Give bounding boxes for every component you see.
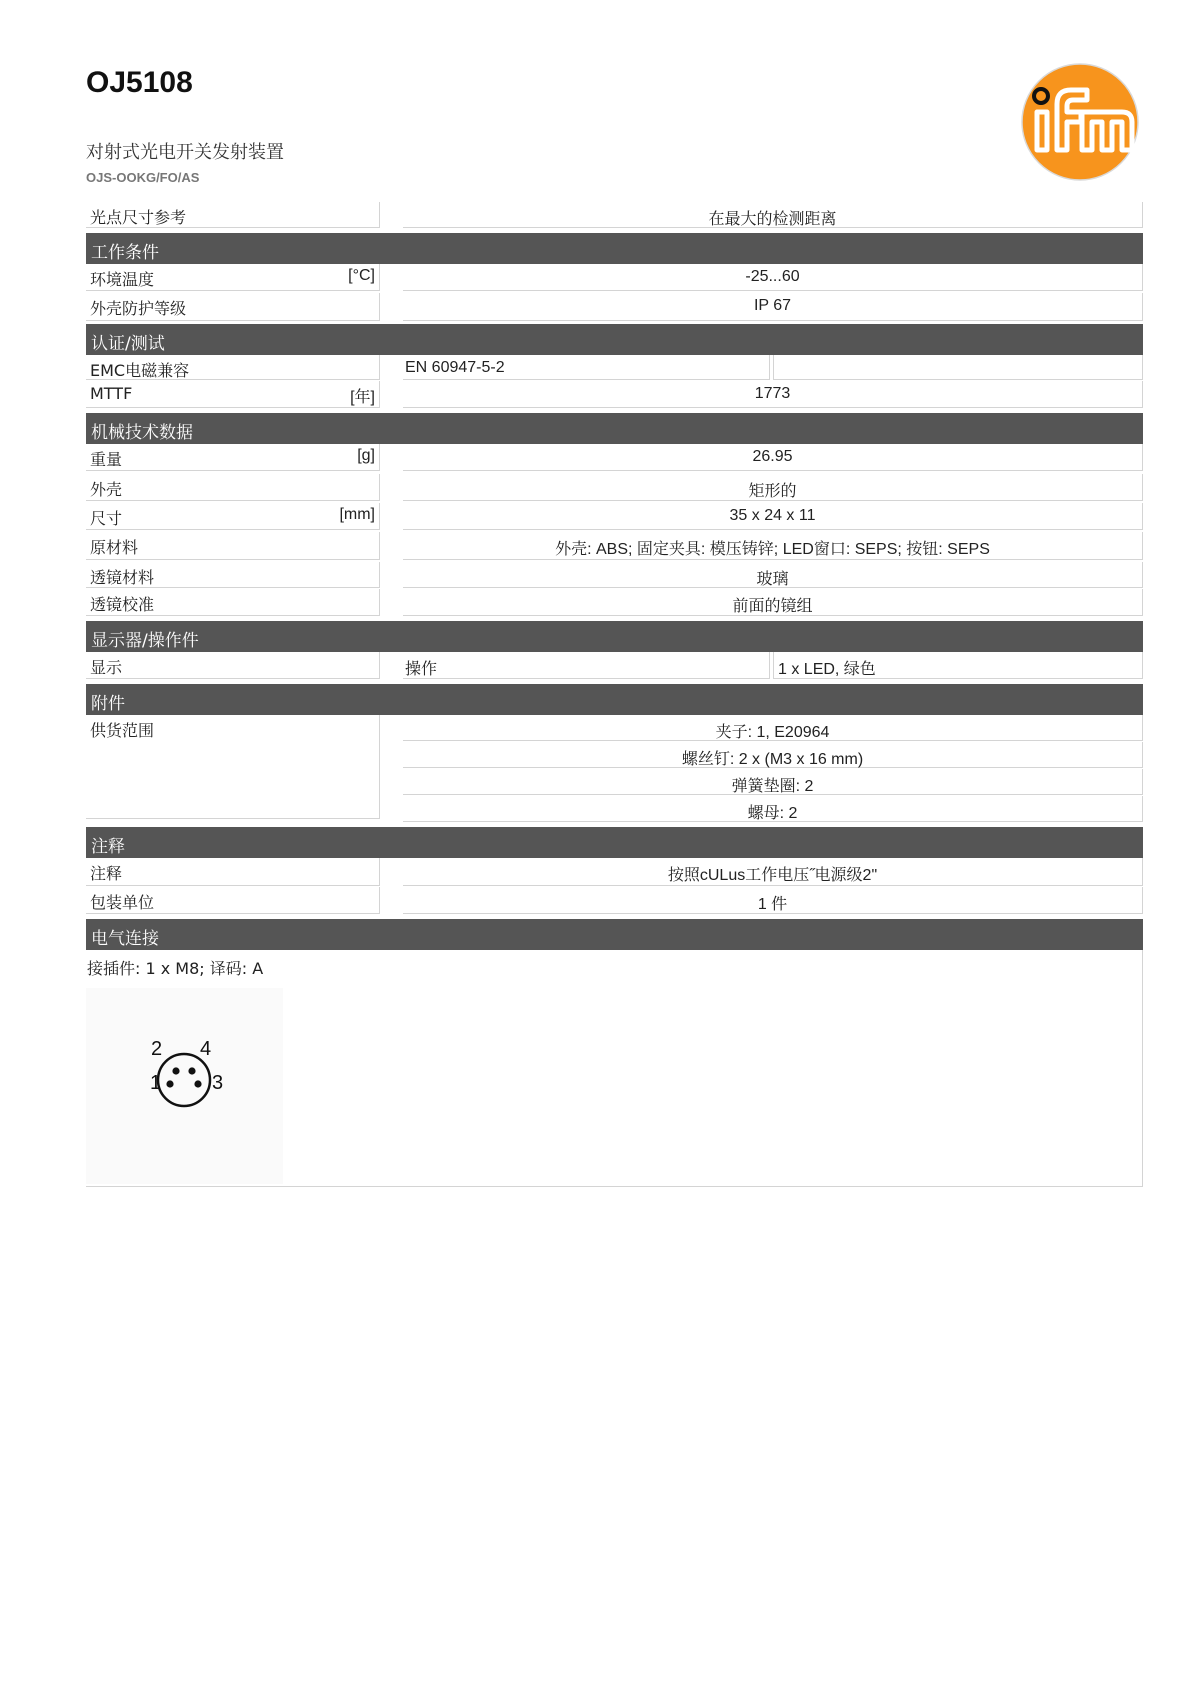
display-row bbox=[86, 652, 1143, 679]
scope-item-washers: 弹簧垫圈: 2 bbox=[731, 778, 814, 795]
pin-label-2: 2 bbox=[151, 1038, 163, 1060]
section-electrical: 电气连接 bbox=[86, 919, 1143, 950]
dimensions-unit: [mm] bbox=[339, 506, 375, 523]
scope-item-clip: 夹子: 1, E20964 bbox=[715, 724, 830, 741]
mttf-label: MTTF bbox=[90, 384, 133, 403]
scope-item-nuts: 螺母: 2 bbox=[747, 805, 798, 822]
mttf-unit: [年] bbox=[350, 389, 375, 406]
scope-item bbox=[86, 715, 1143, 741]
emc-row bbox=[86, 355, 1143, 380]
lens-adjust-value: 前面的镜组 bbox=[732, 598, 813, 615]
scope-item bbox=[86, 742, 1143, 768]
scope-item bbox=[86, 796, 1143, 822]
weight-label: 重量 bbox=[90, 450, 123, 469]
section-remarks: 注释 bbox=[86, 827, 1143, 858]
section-mechanical: 机械技术数据 bbox=[86, 413, 1143, 444]
display-value: 1 x LED, 绿色 bbox=[778, 661, 876, 678]
section-working-conditions: 工作条件 bbox=[86, 233, 1143, 264]
lens-adjust-row bbox=[86, 589, 1143, 616]
scope-label: 供货范围 bbox=[90, 721, 155, 740]
materials-row bbox=[86, 532, 1143, 560]
pin-label-3: 3 bbox=[212, 1072, 224, 1094]
emc-value: EN 60947-5-2 bbox=[405, 359, 505, 376]
remark-value: 按照cULus工作电压˝电源级2" bbox=[667, 867, 878, 884]
dimensions-label: 尺寸 bbox=[90, 509, 123, 528]
pin-label-4: 4 bbox=[200, 1038, 212, 1060]
section-display: 显示器/操作件 bbox=[86, 621, 1143, 652]
lens-material-row bbox=[86, 562, 1143, 588]
remark-label: 注释 bbox=[90, 864, 123, 883]
connector-diagram bbox=[86, 988, 283, 1184]
spot-size-row bbox=[86, 202, 1143, 228]
housing-value: 矩形的 bbox=[748, 483, 797, 500]
scope-item-screws: 螺丝钉: 2 x (M3 x 16 mm) bbox=[681, 751, 864, 768]
ambient-temp-unit: [°C] bbox=[348, 267, 375, 284]
lens-material-value: 玻璃 bbox=[756, 571, 789, 588]
weight-row bbox=[86, 444, 1143, 471]
ambient-temp-label: 环境温度 bbox=[90, 270, 155, 289]
pin-label-1: 1 bbox=[150, 1072, 162, 1094]
packaging-row bbox=[86, 887, 1143, 914]
dimensions-row bbox=[86, 503, 1143, 530]
section-approvals: 认证/测试 bbox=[86, 324, 1143, 355]
protection-value: IP 67 bbox=[753, 297, 792, 314]
housing-label: 外壳 bbox=[90, 480, 123, 499]
m8-pinout-icon bbox=[86, 988, 283, 1184]
product-title: OJ5108 bbox=[86, 66, 193, 99]
spot-size-label: 光点尺寸参考 bbox=[90, 208, 187, 227]
spot-size-value: 在最大的检测距离 bbox=[708, 211, 837, 228]
connection-box bbox=[86, 950, 1143, 1187]
connector-text: 接插件: 1 x M8; 译码: A bbox=[87, 959, 264, 978]
protection-row bbox=[86, 293, 1143, 321]
dimensions-value: 35 x 24 x 11 bbox=[729, 507, 816, 524]
display-label: 显示 bbox=[90, 658, 123, 677]
weight-unit: [g] bbox=[357, 447, 375, 464]
materials-label: 原材料 bbox=[90, 538, 139, 557]
section-accessories: 附件 bbox=[86, 684, 1143, 715]
protection-label: 外壳防护等级 bbox=[90, 299, 187, 318]
product-code: OJS-OOKG/FO/AS bbox=[86, 170, 200, 185]
lens-adjust-label: 透镜校准 bbox=[90, 595, 155, 614]
scope-item bbox=[86, 769, 1143, 795]
packaging-value: 1 件 bbox=[757, 896, 788, 913]
ifm-logo bbox=[1020, 62, 1140, 182]
mttf-value: 1773 bbox=[754, 385, 791, 402]
product-subtitle: 对射式光电开关发射装置 bbox=[86, 142, 284, 163]
materials-value: 外壳: ABS; 固定夹具: 模压铸锌; LED窗口: SEPS; 按钮: SEPS bbox=[555, 541, 990, 558]
weight-value: 26.95 bbox=[752, 448, 793, 465]
remark-row bbox=[86, 858, 1143, 886]
ambient-temp-row bbox=[86, 264, 1143, 291]
housing-row bbox=[86, 474, 1143, 501]
mttf-row bbox=[86, 381, 1143, 408]
emc-label: EMC电磁兼容 bbox=[90, 361, 190, 380]
ambient-temp-value: -25...60 bbox=[745, 268, 800, 285]
packaging-label: 包装单位 bbox=[90, 893, 155, 912]
display-sublabel: 操作 bbox=[405, 661, 438, 678]
lens-material-label: 透镜材料 bbox=[90, 568, 155, 587]
